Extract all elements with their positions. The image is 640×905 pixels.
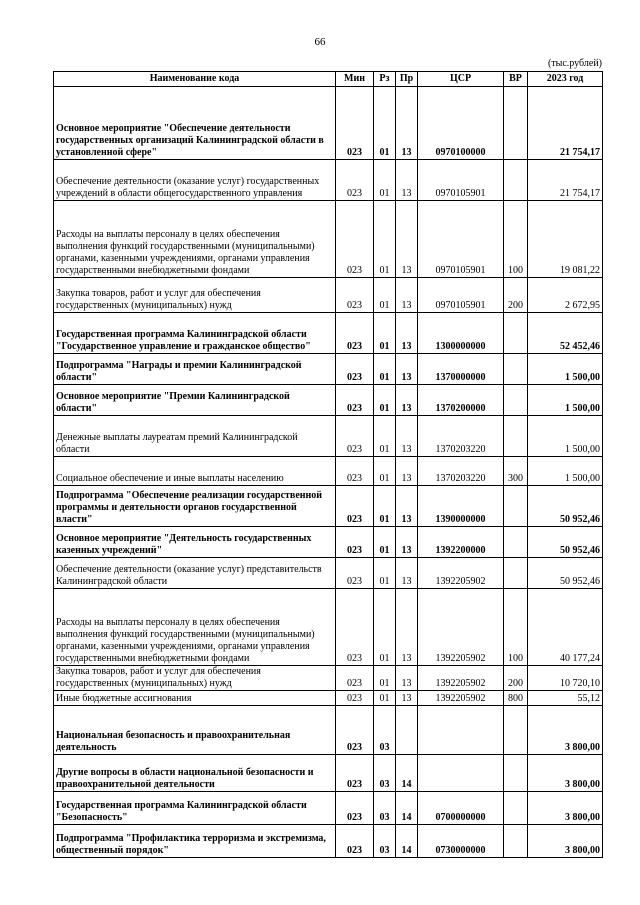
row-pr: 13 <box>396 457 418 486</box>
row-vr <box>504 87 528 160</box>
row-amount: 1 500,00 <box>528 416 603 457</box>
row-min: 023 <box>336 457 374 486</box>
row-vr: 200 <box>504 278 528 313</box>
row-name: Расходы на выплаты персоналу в целях обеспечения выполнения функций государственными (муниципальными) органами, казенными учреждениями, органами управления государственными внебюджетными фондами <box>54 201 336 278</box>
row-csr: 1390000000 <box>418 486 504 527</box>
row-min: 023 <box>336 792 374 825</box>
row-rz: 01 <box>374 313 396 354</box>
row-vr <box>504 416 528 457</box>
row-csr: 1392200000 <box>418 527 504 558</box>
budget-table <box>53 71 603 858</box>
row-min: 023 <box>336 416 374 457</box>
row-rz: 01 <box>374 354 396 385</box>
row-rz: 01 <box>374 278 396 313</box>
row-vr <box>504 527 528 558</box>
row-amount: 50 952,46 <box>528 558 603 589</box>
row-pr: 13 <box>396 278 418 313</box>
table-row <box>54 666 603 691</box>
row-vr <box>504 313 528 354</box>
row-pr: 13 <box>396 486 418 527</box>
row-rz: 03 <box>374 755 396 792</box>
row-pr: 13 <box>396 527 418 558</box>
row-name: Основное мероприятие "Обеспечение деятельности государственных организаций Калининградской области в установленной сфере" <box>54 87 336 160</box>
row-amount: 2 672,95 <box>528 278 603 313</box>
row-name: Обеспечение деятельности (оказание услуг) государственных учреждений в области общегосударственного управления <box>54 160 336 201</box>
row-vr: 200 <box>504 666 528 691</box>
row-pr: 14 <box>396 755 418 792</box>
row-pr: 14 <box>396 792 418 825</box>
row-name: Другие вопросы в области национальной безопасности и правоохранительной деятельности <box>54 755 336 792</box>
row-csr: 1370203220 <box>418 457 504 486</box>
row-pr: 13 <box>396 558 418 589</box>
row-min: 023 <box>336 486 374 527</box>
row-vr: 800 <box>504 691 528 706</box>
row-vr: 100 <box>504 589 528 666</box>
row-rz: 01 <box>374 416 396 457</box>
row-pr: 13 <box>396 666 418 691</box>
row-csr: 0970105901 <box>418 160 504 201</box>
row-rz: 01 <box>374 160 396 201</box>
row-vr <box>504 792 528 825</box>
row-vr <box>504 385 528 416</box>
row-name: Расходы на выплаты персоналу в целях обеспечения выполнения функций государственными (муниципальными) органами, казенными учреждениями, органами управления государственными внебюджетными фондами <box>54 589 336 666</box>
row-amount: 50 952,46 <box>528 486 603 527</box>
row-csr: 0970100000 <box>418 87 504 160</box>
row-vr <box>504 486 528 527</box>
row-csr: 1392205902 <box>418 558 504 589</box>
row-rz: 01 <box>374 558 396 589</box>
row-name: Денежные выплаты лауреатам премий Калининградской области <box>54 416 336 457</box>
row-csr: 1392205902 <box>418 691 504 706</box>
table-row <box>54 278 603 313</box>
row-min: 023 <box>336 354 374 385</box>
table-row <box>54 160 603 201</box>
row-name: Государственная программа Калининградской области "Государственное управление и гражданское общество" <box>54 313 336 354</box>
row-pr: 13 <box>396 691 418 706</box>
row-pr: 13 <box>396 160 418 201</box>
row-csr <box>418 755 504 792</box>
row-rz: 01 <box>374 486 396 527</box>
row-vr <box>504 558 528 589</box>
row-amount: 3 800,00 <box>528 792 603 825</box>
row-pr: 14 <box>396 825 418 858</box>
row-name: Национальная безопасность и правоохранительная деятельность <box>54 706 336 755</box>
row-name: Государственная программа Калининградской области "Безопасность" <box>54 792 336 825</box>
table-row <box>54 416 603 457</box>
page-number: 66 <box>314 36 326 48</box>
table-row <box>54 87 603 160</box>
row-amount: 3 800,00 <box>528 706 603 755</box>
row-rz: 01 <box>374 666 396 691</box>
row-name: Закупка товаров, работ и услуг для обеспечения государственных (муниципальных) нужд <box>54 278 336 313</box>
row-amount: 1 500,00 <box>528 457 603 486</box>
table-row <box>54 691 603 706</box>
row-vr <box>504 160 528 201</box>
row-amount: 10 720,10 <box>528 666 603 691</box>
row-vr: 100 <box>504 201 528 278</box>
row-name: Социальное обеспечение и иные выплаты населению <box>54 457 336 486</box>
header-name: Наименование кода <box>54 72 336 87</box>
row-amount: 19 081,22 <box>528 201 603 278</box>
header-amount: 2023 год <box>528 72 603 87</box>
row-vr <box>504 825 528 858</box>
row-rz: 01 <box>374 691 396 706</box>
row-min: 023 <box>336 706 374 755</box>
row-csr: 1392205902 <box>418 666 504 691</box>
row-csr: 0700000000 <box>418 792 504 825</box>
row-csr: 0970105901 <box>418 201 504 278</box>
row-min: 023 <box>336 825 374 858</box>
row-vr <box>504 755 528 792</box>
row-rz: 01 <box>374 527 396 558</box>
row-name: Обеспечение деятельности (оказание услуг) представительств Калининградской области <box>54 558 336 589</box>
row-pr: 13 <box>396 201 418 278</box>
row-min: 023 <box>336 201 374 278</box>
row-name: Подпрограмма "Профилактика терроризма и экстремизма, общественный порядок" <box>54 825 336 858</box>
row-csr: 1370000000 <box>418 354 504 385</box>
table-row <box>54 558 603 589</box>
row-amount: 3 800,00 <box>528 825 603 858</box>
table-row <box>54 589 603 666</box>
row-min: 023 <box>336 385 374 416</box>
row-amount: 1 500,00 <box>528 385 603 416</box>
row-amount: 55,12 <box>528 691 603 706</box>
row-pr: 13 <box>396 416 418 457</box>
row-name: Закупка товаров, работ и услуг для обеспечения государственных (муниципальных) нужд <box>54 666 336 691</box>
row-name: Подпрограмма "Награды и премии Калининградской области" <box>54 354 336 385</box>
row-amount: 40 177,24 <box>528 589 603 666</box>
row-min: 023 <box>336 558 374 589</box>
row-pr <box>396 706 418 755</box>
row-vr: 300 <box>504 457 528 486</box>
row-pr: 13 <box>396 354 418 385</box>
table-row <box>54 755 603 792</box>
row-csr: 0730000000 <box>418 825 504 858</box>
table-header-row <box>54 72 603 87</box>
header-csr: ЦСР <box>418 72 504 87</box>
row-vr <box>504 354 528 385</box>
row-min: 023 <box>336 691 374 706</box>
row-csr <box>418 706 504 755</box>
row-min: 023 <box>336 527 374 558</box>
row-csr: 1392205902 <box>418 589 504 666</box>
row-amount: 21 754,17 <box>528 87 603 160</box>
table-row <box>54 385 603 416</box>
row-amount: 3 800,00 <box>528 755 603 792</box>
row-pr: 13 <box>396 589 418 666</box>
row-name: Иные бюджетные ассигнования <box>54 691 336 706</box>
row-min: 023 <box>336 666 374 691</box>
row-min: 023 <box>336 87 374 160</box>
row-rz: 01 <box>374 589 396 666</box>
row-vr <box>504 706 528 755</box>
row-rz: 03 <box>374 792 396 825</box>
row-min: 023 <box>336 160 374 201</box>
header-vr: ВР <box>504 72 528 87</box>
row-rz: 03 <box>374 706 396 755</box>
table-row <box>54 527 603 558</box>
row-min: 023 <box>336 755 374 792</box>
table-row <box>54 706 603 755</box>
table-row <box>54 486 603 527</box>
row-amount: 1 500,00 <box>528 354 603 385</box>
row-rz: 01 <box>374 457 396 486</box>
row-min: 023 <box>336 278 374 313</box>
table-row <box>54 792 603 825</box>
header-rz: Рз <box>374 72 396 87</box>
row-pr: 13 <box>396 313 418 354</box>
row-rz: 03 <box>374 825 396 858</box>
row-csr: 1370203220 <box>418 416 504 457</box>
row-csr: 1370200000 <box>418 385 504 416</box>
row-csr: 1300000000 <box>418 313 504 354</box>
table-row <box>54 457 603 486</box>
row-rz: 01 <box>374 385 396 416</box>
units-label: (тыс.рублей) <box>547 58 602 69</box>
row-name: Подпрограмма "Обеспечение реализации государственной программы и деятельности органов государственной власти" <box>54 486 336 527</box>
table-row <box>54 201 603 278</box>
table-row <box>54 313 603 354</box>
row-pr: 13 <box>396 385 418 416</box>
row-csr: 0970105901 <box>418 278 504 313</box>
row-amount: 52 452,46 <box>528 313 603 354</box>
row-pr: 13 <box>396 87 418 160</box>
table-row <box>54 354 603 385</box>
header-pr: Пр <box>396 72 418 87</box>
row-amount: 50 952,46 <box>528 527 603 558</box>
row-min: 023 <box>336 589 374 666</box>
row-rz: 01 <box>374 87 396 160</box>
row-amount: 21 754,17 <box>528 160 603 201</box>
row-rz: 01 <box>374 201 396 278</box>
row-min: 023 <box>336 313 374 354</box>
row-name: Основное мероприятие "Деятельность государственных казенных учреждений" <box>54 527 336 558</box>
row-name: Основное мероприятие "Премии Калининградской области" <box>54 385 336 416</box>
header-min: Мин <box>336 72 374 87</box>
table-row <box>54 825 603 858</box>
